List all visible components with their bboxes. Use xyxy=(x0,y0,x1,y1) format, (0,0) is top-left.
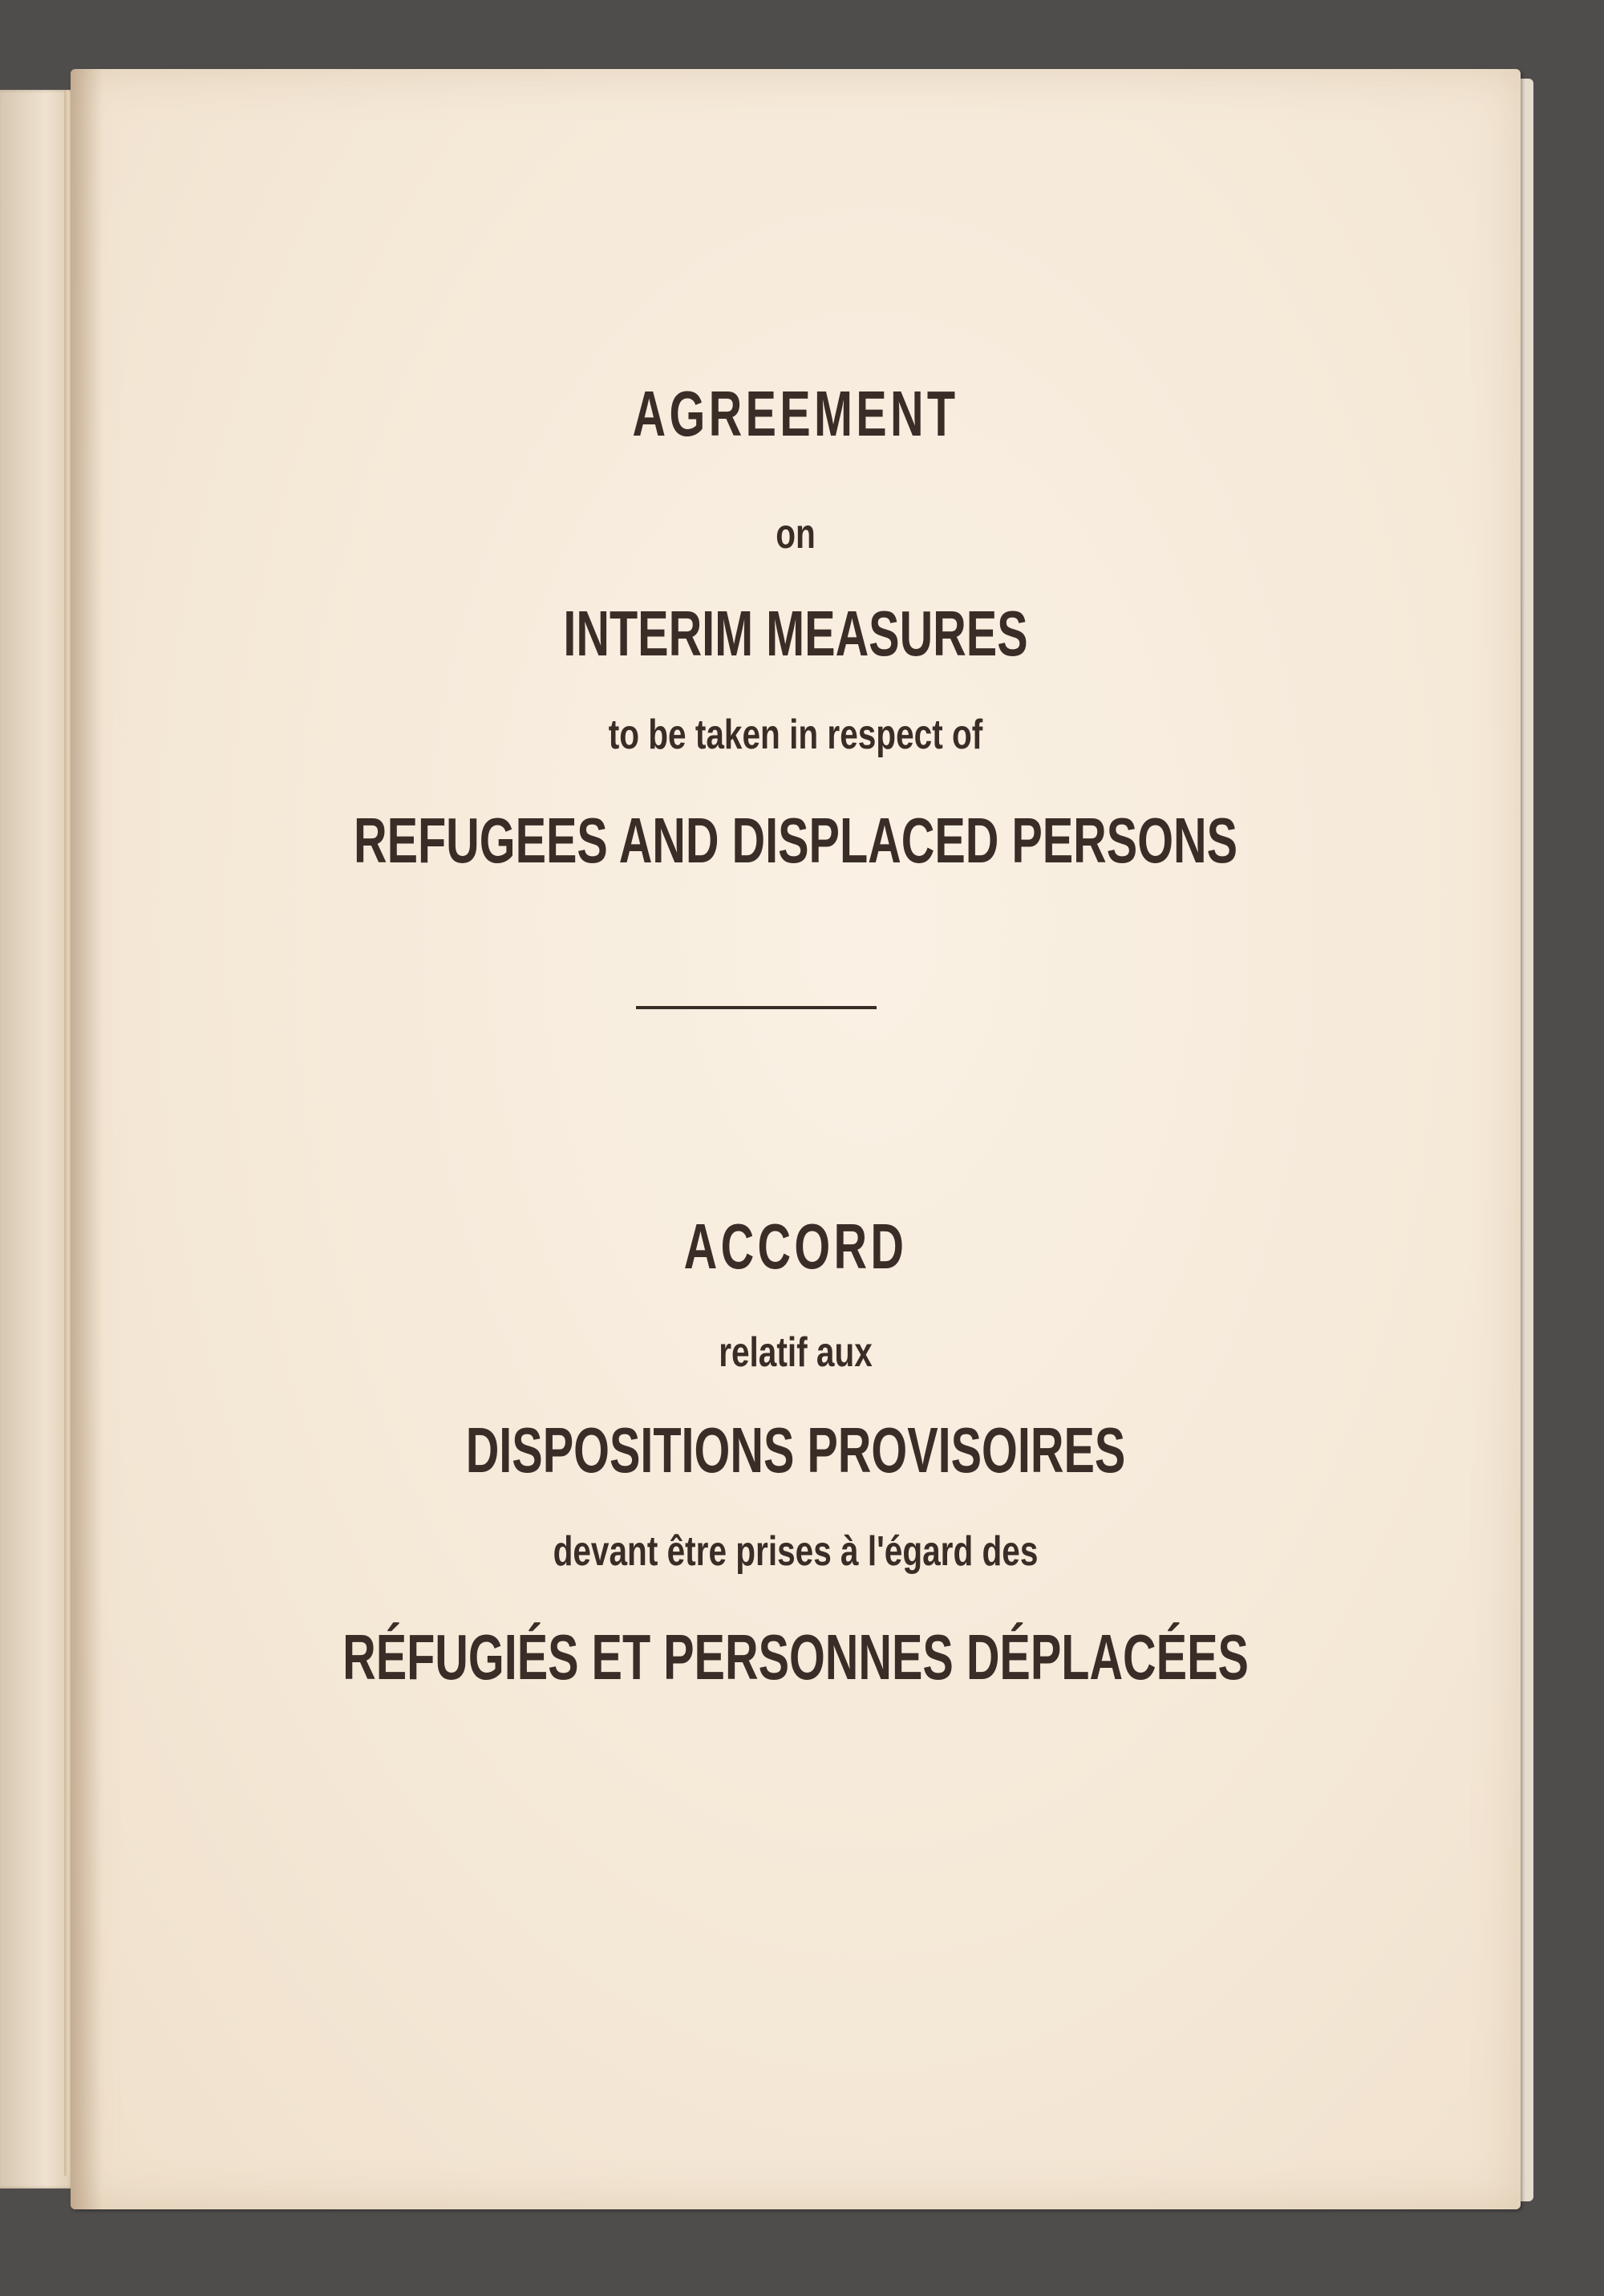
title-page-content xyxy=(71,69,1521,2209)
english-subject: INTERIM MEASURES xyxy=(563,598,1028,669)
english-object: REFUGEES AND DISPLACED PERSONS xyxy=(353,805,1238,876)
title-page xyxy=(71,69,1521,2209)
french-subject: DISPOSITIONS PROVISOIRES xyxy=(465,1414,1126,1486)
english-connector-on: on xyxy=(776,511,816,558)
french-connector-devant: devant être prises à l'égard des xyxy=(553,1528,1039,1575)
english-connector-respect: to be taken in respect of xyxy=(608,712,983,758)
english-title: AGREEMENT xyxy=(632,378,959,449)
french-object: RÉFUGIÉS ET PERSONNES DÉPLACÉES xyxy=(342,1621,1249,1693)
section-divider xyxy=(636,1006,877,1009)
binding-edge xyxy=(64,90,69,2176)
french-connector-relatif: relatif aux xyxy=(719,1329,873,1376)
french-title: ACCORD xyxy=(683,1211,908,1282)
